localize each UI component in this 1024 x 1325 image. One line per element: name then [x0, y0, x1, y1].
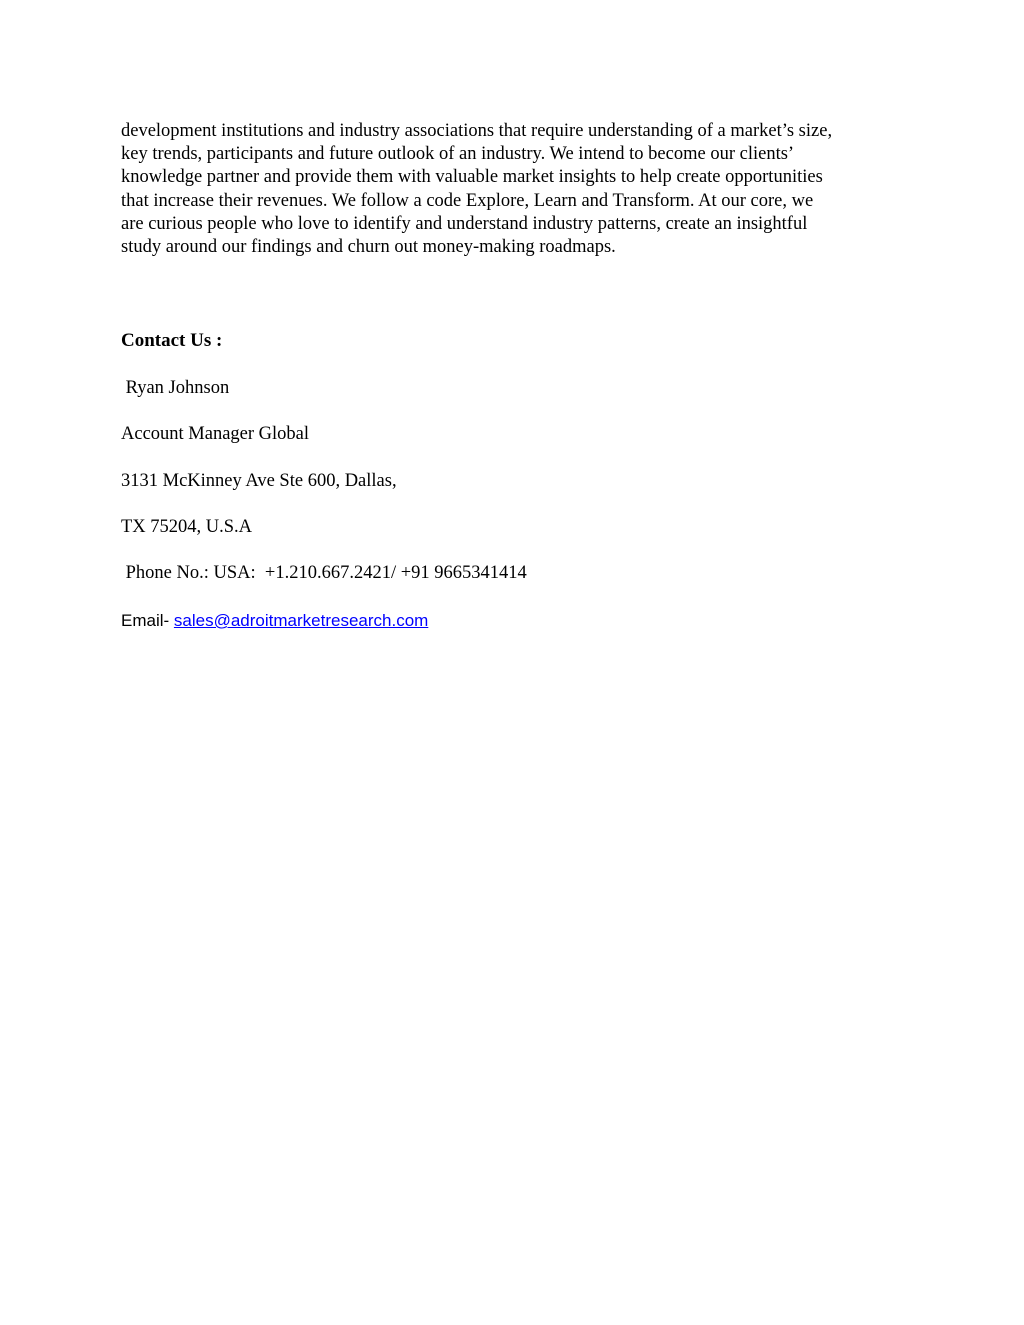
contact-address-line-2: TX 75204, U.S.A [121, 517, 253, 537]
email-label: Email- [121, 611, 174, 630]
contact-name: Ryan Johnson [121, 378, 230, 398]
contact-phone: Phone No.: USA: +1.210.667.2421/ +91 9665341414 [121, 563, 527, 583]
paragraph-line: development institutions and industry associations that require understanding of a market’s size, [121, 121, 833, 141]
contact-role: Account Manager Global [121, 424, 310, 444]
paragraph-line: key trends, participants and future outlook of an industry. We intend to become our clients’ [121, 144, 795, 165]
paragraph-line: are curious people who love to identify and understand industry patterns, create an insightful [121, 213, 808, 234]
contact-address-line-1: 3131 McKinney Ave Ste 600, Dallas, [121, 471, 397, 491]
paragraph-line: knowledge partner and provide them with valuable market insights to help create opportunities [121, 167, 823, 188]
contact-email-line [121, 609, 428, 633]
paragraph-line: study around our findings and churn out money-making roadmaps. [121, 237, 616, 258]
contact-heading: Contact Us : [121, 330, 223, 351]
paragraph-line: that increase their revenues. We follow a code Explore, Learn and Transform. At our core, we [121, 190, 814, 211]
intro-paragraph [121, 120, 911, 259]
email-link[interactable]: sales@adroitmarketresearch.com [173, 611, 429, 630]
